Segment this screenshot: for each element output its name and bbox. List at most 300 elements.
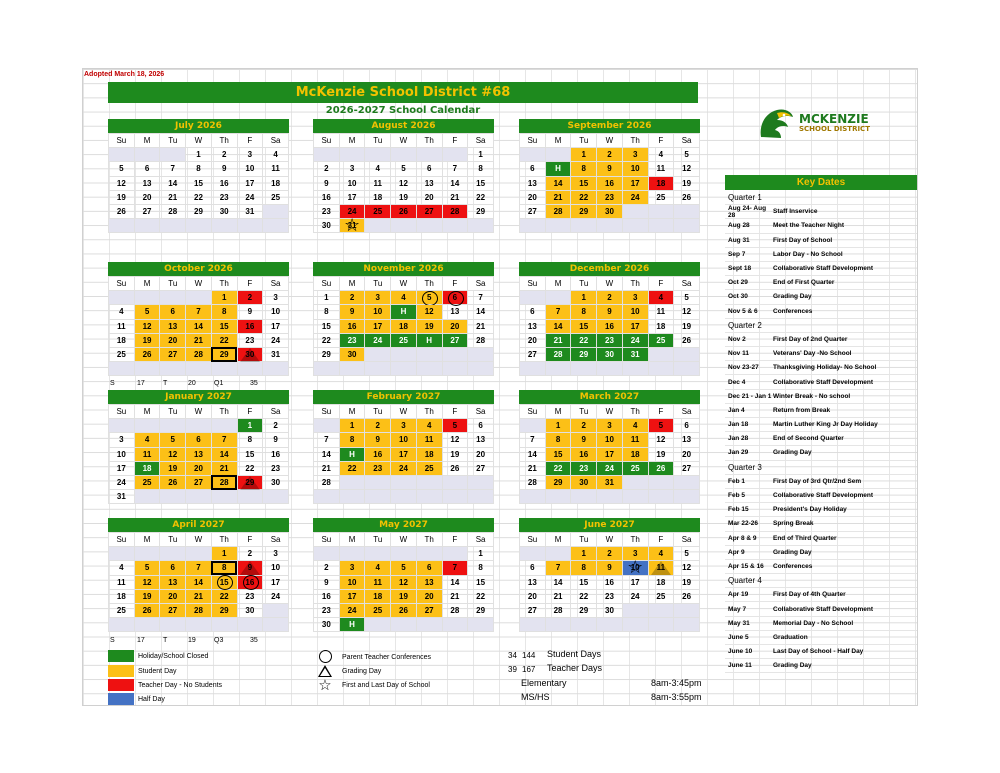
day-cell: 17 bbox=[622, 575, 648, 589]
day-cell: 17 bbox=[365, 319, 391, 333]
day-cell bbox=[648, 475, 674, 489]
month-name: October 2026 bbox=[108, 262, 289, 276]
day-cell: 6 bbox=[160, 561, 186, 575]
day-cell: 19 bbox=[134, 589, 160, 603]
day-cell bbox=[416, 547, 442, 561]
day-cell: 20 bbox=[520, 333, 546, 347]
month-name: November 2026 bbox=[313, 262, 494, 276]
key-date-row bbox=[725, 432, 917, 446]
day-cell bbox=[571, 362, 597, 376]
weekday-header: Sa bbox=[674, 533, 700, 547]
day-cell: 1 bbox=[211, 291, 237, 305]
month-name: May 2027 bbox=[313, 518, 494, 532]
day-cell bbox=[622, 362, 648, 376]
weekday-header: Tu bbox=[160, 277, 186, 291]
weekday-header: Tu bbox=[365, 134, 391, 148]
day-cell: 24 bbox=[365, 333, 391, 347]
student-days-count: 144 bbox=[522, 651, 536, 660]
day-cell: 20 bbox=[160, 589, 186, 603]
circle-icon bbox=[316, 650, 334, 664]
day-cell: 14 bbox=[442, 176, 468, 190]
day-cell: 8 bbox=[571, 561, 597, 575]
day-cell: 8 bbox=[186, 162, 212, 176]
day-cell: 10 bbox=[622, 162, 648, 176]
legend-grading-label: Grading Day bbox=[342, 668, 382, 675]
day-cell: 19 bbox=[674, 319, 700, 333]
day-cell: 8 bbox=[314, 305, 340, 319]
legend-student bbox=[108, 665, 177, 677]
day-cell: 22 bbox=[571, 190, 597, 204]
student-days-label: Student Days bbox=[547, 649, 602, 659]
key-date-event: Conferences bbox=[773, 562, 813, 570]
day-cell: 27 bbox=[520, 603, 546, 617]
key-date: Nov 11 bbox=[728, 350, 749, 358]
day-cell: 28 bbox=[520, 475, 546, 489]
day-cell: 2 bbox=[597, 291, 623, 305]
day-cell: 12 bbox=[674, 305, 700, 319]
day-cell: 13 bbox=[134, 176, 160, 190]
day-cell: 9 bbox=[571, 433, 597, 447]
day-cell bbox=[545, 362, 571, 376]
day-cell bbox=[622, 490, 648, 504]
key-date: Oct 29 bbox=[728, 279, 748, 287]
quarter-heading bbox=[725, 319, 917, 333]
day-cell: 27 bbox=[160, 603, 186, 617]
day-cell bbox=[391, 475, 417, 489]
day-cell: 22 bbox=[545, 461, 571, 475]
weekday-header: Th bbox=[416, 533, 442, 547]
day-cell: 7 bbox=[160, 162, 186, 176]
legend-firstlast bbox=[316, 679, 430, 692]
day-cell: 6 bbox=[160, 305, 186, 319]
key-date-row bbox=[725, 645, 917, 659]
day-cell: 5 bbox=[134, 305, 160, 319]
day-cell: 19 bbox=[391, 589, 417, 603]
legend-half-label: Half Day bbox=[138, 695, 165, 703]
weekday-header: Th bbox=[416, 405, 442, 419]
key-date: Sep 7 bbox=[728, 250, 746, 258]
day-cell: 2 bbox=[339, 291, 365, 305]
day-cell bbox=[674, 490, 700, 504]
weekday-header: W bbox=[186, 277, 212, 291]
key-date: May 31 bbox=[728, 619, 750, 627]
day-cell: 19 bbox=[160, 461, 186, 475]
day-cell: 24 bbox=[622, 333, 648, 347]
day-cell: 30 bbox=[571, 475, 597, 489]
day-cell: 30 bbox=[263, 475, 289, 489]
weekday-header: F bbox=[648, 134, 674, 148]
day-cell: 30 bbox=[314, 219, 340, 233]
day-cell bbox=[109, 618, 135, 632]
day-cell: 31 bbox=[622, 347, 648, 361]
quarter-label: Quarter 4 bbox=[728, 576, 762, 586]
day-cell: 28 bbox=[545, 347, 571, 361]
weekday-header: M bbox=[339, 405, 365, 419]
day-cell: 17 bbox=[263, 319, 289, 333]
day-cell: H bbox=[391, 305, 417, 319]
day-cell: 26 bbox=[391, 603, 417, 617]
day-cell: 8 bbox=[571, 305, 597, 319]
day-cell: 25 bbox=[263, 190, 289, 204]
key-date-event: Grading Day bbox=[773, 449, 812, 457]
day-cell: 28 bbox=[468, 333, 494, 347]
day-cell: 20 bbox=[468, 447, 494, 461]
weekday-header: Su bbox=[520, 405, 546, 419]
key-date-event: End of Second Quarter bbox=[773, 435, 844, 443]
day-cell: 22 bbox=[571, 589, 597, 603]
day-cell bbox=[263, 362, 289, 376]
day-cell bbox=[468, 362, 494, 376]
weekday-header: Sa bbox=[674, 277, 700, 291]
day-cell bbox=[263, 618, 289, 632]
day-cell: 8 bbox=[468, 162, 494, 176]
count-n1: 17 bbox=[137, 380, 145, 387]
day-cell: 15 bbox=[237, 447, 263, 461]
key-date: Nov 23-27 bbox=[728, 364, 759, 372]
day-cell: 25 bbox=[648, 589, 674, 603]
day-cell bbox=[237, 219, 263, 233]
day-cell bbox=[339, 475, 365, 489]
key-date: Feb 1 bbox=[728, 477, 745, 485]
weekday-header: Sa bbox=[468, 277, 494, 291]
day-cell: 11 bbox=[109, 319, 135, 333]
day-cell: 1 bbox=[186, 148, 212, 162]
day-cell bbox=[442, 547, 468, 561]
quarter-label: Quarter 1 bbox=[728, 193, 762, 203]
day-cell: 9 bbox=[211, 162, 237, 176]
count-q: Q3 bbox=[214, 637, 224, 644]
day-cell: 23 bbox=[597, 589, 623, 603]
weekday-header: F bbox=[442, 277, 468, 291]
weekday-header: Th bbox=[622, 405, 648, 419]
day-cell: 7 bbox=[314, 433, 340, 447]
quarter-heading bbox=[725, 574, 917, 588]
day-cell: 12 bbox=[442, 433, 468, 447]
day-cell: 27 bbox=[134, 204, 160, 218]
weekday-header: W bbox=[186, 405, 212, 419]
elementary-label: Elementary bbox=[521, 678, 567, 688]
day-cell: 29 bbox=[314, 347, 340, 361]
day-cell bbox=[134, 291, 160, 305]
day-cell: 5 bbox=[416, 291, 442, 305]
day-cell: 7 bbox=[545, 305, 571, 319]
day-cell: 24 bbox=[339, 603, 365, 617]
day-cell: 24 bbox=[622, 589, 648, 603]
day-cell bbox=[109, 291, 135, 305]
weekday-header: M bbox=[545, 277, 571, 291]
weekday-header: Th bbox=[622, 277, 648, 291]
day-cell: 18 bbox=[648, 575, 674, 589]
elementary-time: 8am-3:45pm bbox=[651, 678, 702, 688]
day-cell: 4 bbox=[109, 561, 135, 575]
day-cell: 3 bbox=[597, 419, 623, 433]
day-cell: 13 bbox=[520, 575, 546, 589]
day-cell: 20 bbox=[520, 190, 546, 204]
day-cell: 6 bbox=[186, 433, 212, 447]
key-date: June 5 bbox=[728, 633, 749, 641]
day-cell: 31 bbox=[237, 204, 263, 218]
weekday-header: W bbox=[391, 134, 417, 148]
weekday-header: F bbox=[648, 533, 674, 547]
day-cell bbox=[571, 219, 597, 233]
day-cell bbox=[391, 219, 417, 233]
day-cell: 22 bbox=[186, 190, 212, 204]
eagle-logo-icon bbox=[757, 107, 795, 141]
month-name: September 2026 bbox=[519, 119, 700, 133]
day-cell: 19 bbox=[674, 176, 700, 190]
month-calendar bbox=[519, 518, 700, 632]
day-cell: 25 bbox=[648, 333, 674, 347]
day-cell: 2 bbox=[237, 547, 263, 561]
key-date: Jan 4 bbox=[728, 406, 745, 414]
day-cell bbox=[416, 490, 442, 504]
day-cell bbox=[416, 347, 442, 361]
day-cell: 7 bbox=[186, 561, 212, 575]
day-cell: 1 bbox=[571, 547, 597, 561]
legend-student-label: Student Day bbox=[138, 667, 177, 675]
day-cell: 14 bbox=[186, 575, 212, 589]
key-date-row bbox=[725, 617, 917, 631]
day-cell: 6 bbox=[134, 162, 160, 176]
day-cell: 14 bbox=[314, 447, 340, 461]
day-cell: 1 bbox=[314, 291, 340, 305]
key-date-row bbox=[725, 276, 917, 290]
weekday-header: Sa bbox=[263, 405, 289, 419]
legend-teacher bbox=[108, 679, 222, 691]
key-date-event: Collaborative Staff Development bbox=[773, 605, 874, 613]
quarter-heading bbox=[725, 191, 917, 205]
day-cell bbox=[674, 219, 700, 233]
month-calendar bbox=[108, 262, 289, 376]
month-name: April 2027 bbox=[108, 518, 289, 532]
day-cell: 9 bbox=[597, 162, 623, 176]
day-cell: 21 bbox=[545, 333, 571, 347]
day-cell bbox=[314, 547, 340, 561]
day-cell: 19 bbox=[648, 447, 674, 461]
star-icon: ☆ bbox=[318, 677, 332, 694]
day-cell bbox=[468, 347, 494, 361]
weekday-header: F bbox=[442, 533, 468, 547]
day-cell: 27 bbox=[442, 333, 468, 347]
day-cell: 23 bbox=[314, 603, 340, 617]
key-date-event: Veterans' Day -No School bbox=[773, 350, 852, 358]
day-cell bbox=[263, 219, 289, 233]
legend-swatch-blue bbox=[108, 693, 134, 705]
day-cell bbox=[314, 490, 340, 504]
key-date: Oct 30 bbox=[728, 293, 748, 301]
key-date-event: Grading Day bbox=[773, 662, 812, 670]
key-date: Aug 31 bbox=[728, 236, 750, 244]
day-cell bbox=[339, 547, 365, 561]
key-date-row bbox=[725, 248, 917, 262]
day-cell: 13 bbox=[468, 433, 494, 447]
day-cell: 18 bbox=[365, 589, 391, 603]
weekday-header: W bbox=[391, 277, 417, 291]
day-cell: 21 bbox=[520, 461, 546, 475]
weekday-header: M bbox=[339, 277, 365, 291]
day-cell bbox=[597, 362, 623, 376]
weekday-header: Sa bbox=[468, 134, 494, 148]
count-s: S bbox=[110, 637, 115, 644]
day-cell: 12 bbox=[674, 162, 700, 176]
key-date-event: Conferences bbox=[773, 307, 813, 315]
key-date-row bbox=[725, 475, 917, 489]
key-date: Jan 18 bbox=[728, 421, 749, 429]
weekday-header: Sa bbox=[468, 405, 494, 419]
day-cell: H bbox=[339, 447, 365, 461]
count-n2: 19 bbox=[188, 637, 196, 644]
month-name: July 2026 bbox=[108, 119, 289, 133]
count-n3: 35 bbox=[250, 637, 258, 644]
month-calendar bbox=[519, 262, 700, 376]
key-date: Feb 15 bbox=[728, 506, 749, 514]
weekday-header: Su bbox=[109, 533, 135, 547]
legend-teacher-label: Teacher Day - No Students bbox=[138, 681, 223, 689]
day-cell: 27 bbox=[468, 461, 494, 475]
day-cell: 3 bbox=[263, 547, 289, 561]
day-cell: 5 bbox=[391, 561, 417, 575]
day-cell: 3 bbox=[339, 162, 365, 176]
day-cell bbox=[365, 475, 391, 489]
day-cell: 13 bbox=[520, 176, 546, 190]
day-cell: 29 bbox=[186, 204, 212, 218]
day-cell: 27 bbox=[674, 461, 700, 475]
day-cell: 28 bbox=[442, 204, 468, 218]
day-cell: 29 bbox=[468, 204, 494, 218]
day-cell: 15 bbox=[571, 575, 597, 589]
teacher-days-label: Teacher Days bbox=[547, 663, 603, 673]
day-cell: 17 bbox=[597, 447, 623, 461]
key-date-row bbox=[725, 375, 917, 389]
month-calendar bbox=[108, 390, 289, 504]
month-name: January 2027 bbox=[108, 390, 289, 404]
day-cell: 30 bbox=[211, 204, 237, 218]
weekday-header: M bbox=[545, 533, 571, 547]
day-cell: 27 bbox=[520, 204, 546, 218]
day-cell bbox=[365, 362, 391, 376]
day-cell: 25 bbox=[416, 461, 442, 475]
day-cell bbox=[622, 603, 648, 617]
day-cell: 7 bbox=[186, 305, 212, 319]
day-cell: H bbox=[545, 162, 571, 176]
day-cell: 21 bbox=[160, 190, 186, 204]
day-cell: 30 bbox=[597, 603, 623, 617]
day-cell: 30 bbox=[339, 347, 365, 361]
day-cell: 10 bbox=[597, 433, 623, 447]
day-cell: 27 bbox=[186, 475, 212, 489]
day-cell: 10 ☆ bbox=[622, 561, 648, 575]
key-date-event: Collaborative Staff Development bbox=[773, 492, 874, 500]
day-cell bbox=[109, 148, 135, 162]
day-cell: 16 bbox=[314, 190, 340, 204]
day-cell: 11 bbox=[648, 162, 674, 176]
day-cell: 24 bbox=[339, 204, 365, 218]
day-cell bbox=[391, 547, 417, 561]
day-cell: 11 bbox=[134, 447, 160, 461]
day-cell: 14 bbox=[520, 447, 546, 461]
day-cell: H bbox=[339, 618, 365, 632]
day-cell: 21 bbox=[186, 589, 212, 603]
day-cell: 1 bbox=[545, 419, 571, 433]
key-date-event: Collaborative Staff Development bbox=[773, 265, 874, 273]
key-date-event: Thanksgiving Holiday- No School bbox=[773, 364, 877, 372]
day-cell bbox=[468, 219, 494, 233]
day-cell: 3 bbox=[622, 291, 648, 305]
day-cell: 7 bbox=[442, 162, 468, 176]
day-cell: 23 bbox=[211, 190, 237, 204]
day-cell bbox=[365, 148, 391, 162]
day-cell: 11 bbox=[109, 575, 135, 589]
day-cell: 3 bbox=[622, 148, 648, 162]
day-cell: 14 bbox=[468, 305, 494, 319]
day-cell: 12 bbox=[134, 319, 160, 333]
day-cell: 5 bbox=[648, 419, 674, 433]
day-cell: 12 bbox=[416, 305, 442, 319]
key-date-event: Collaborative Staff Development bbox=[773, 378, 874, 386]
day-cell: 4 bbox=[391, 291, 417, 305]
day-cell: 5 bbox=[109, 162, 135, 176]
key-date-event: Martin Luther King Jr Day Holiday bbox=[773, 421, 878, 429]
day-cell bbox=[186, 419, 212, 433]
day-cell: 4 bbox=[648, 547, 674, 561]
key-date: May 7 bbox=[728, 605, 747, 613]
day-cell: 18 bbox=[622, 447, 648, 461]
day-cell: 22 bbox=[339, 461, 365, 475]
key-date-event: Staff Inservice bbox=[773, 208, 818, 216]
weekday-header: F bbox=[237, 533, 263, 547]
day-cell: 9 bbox=[263, 433, 289, 447]
day-cell: 8 bbox=[468, 561, 494, 575]
key-date-row bbox=[725, 659, 917, 673]
day-cell bbox=[211, 490, 237, 504]
day-cell: 28 bbox=[545, 204, 571, 218]
day-cell: 4 bbox=[365, 162, 391, 176]
weekday-header: M bbox=[545, 405, 571, 419]
day-cell: 20 bbox=[134, 190, 160, 204]
day-cell: 6 bbox=[416, 162, 442, 176]
day-cell: 19 bbox=[442, 447, 468, 461]
day-cell: 22 bbox=[237, 461, 263, 475]
month-calendar bbox=[313, 390, 494, 504]
weekday-header: F bbox=[237, 134, 263, 148]
day-cell bbox=[674, 603, 700, 617]
day-cell: 18 bbox=[365, 190, 391, 204]
count-n3: 35 bbox=[250, 380, 258, 387]
day-cell bbox=[339, 148, 365, 162]
day-cell: 18 bbox=[109, 589, 135, 603]
count-t: T bbox=[163, 637, 168, 644]
day-cell bbox=[648, 603, 674, 617]
day-cell: 12 bbox=[391, 575, 417, 589]
day-cell: 1 bbox=[339, 419, 365, 433]
day-cell: 19 bbox=[134, 333, 160, 347]
key-date: Aug 28 bbox=[728, 222, 750, 230]
day-cell: 7 bbox=[211, 433, 237, 447]
weekday-header: W bbox=[597, 405, 623, 419]
day-cell: 23 bbox=[597, 333, 623, 347]
day-cell: 20 bbox=[186, 461, 212, 475]
day-cell: 28 bbox=[314, 475, 340, 489]
weekday-header: M bbox=[134, 134, 160, 148]
day-cell: 15 bbox=[211, 319, 237, 333]
day-cell bbox=[211, 219, 237, 233]
day-cell: 28 bbox=[211, 475, 237, 489]
day-cell: 23 bbox=[314, 204, 340, 218]
day-cell: 10 bbox=[263, 561, 289, 575]
count-s: S bbox=[110, 380, 115, 387]
day-cell: 20 bbox=[520, 589, 546, 603]
day-cell bbox=[442, 490, 468, 504]
